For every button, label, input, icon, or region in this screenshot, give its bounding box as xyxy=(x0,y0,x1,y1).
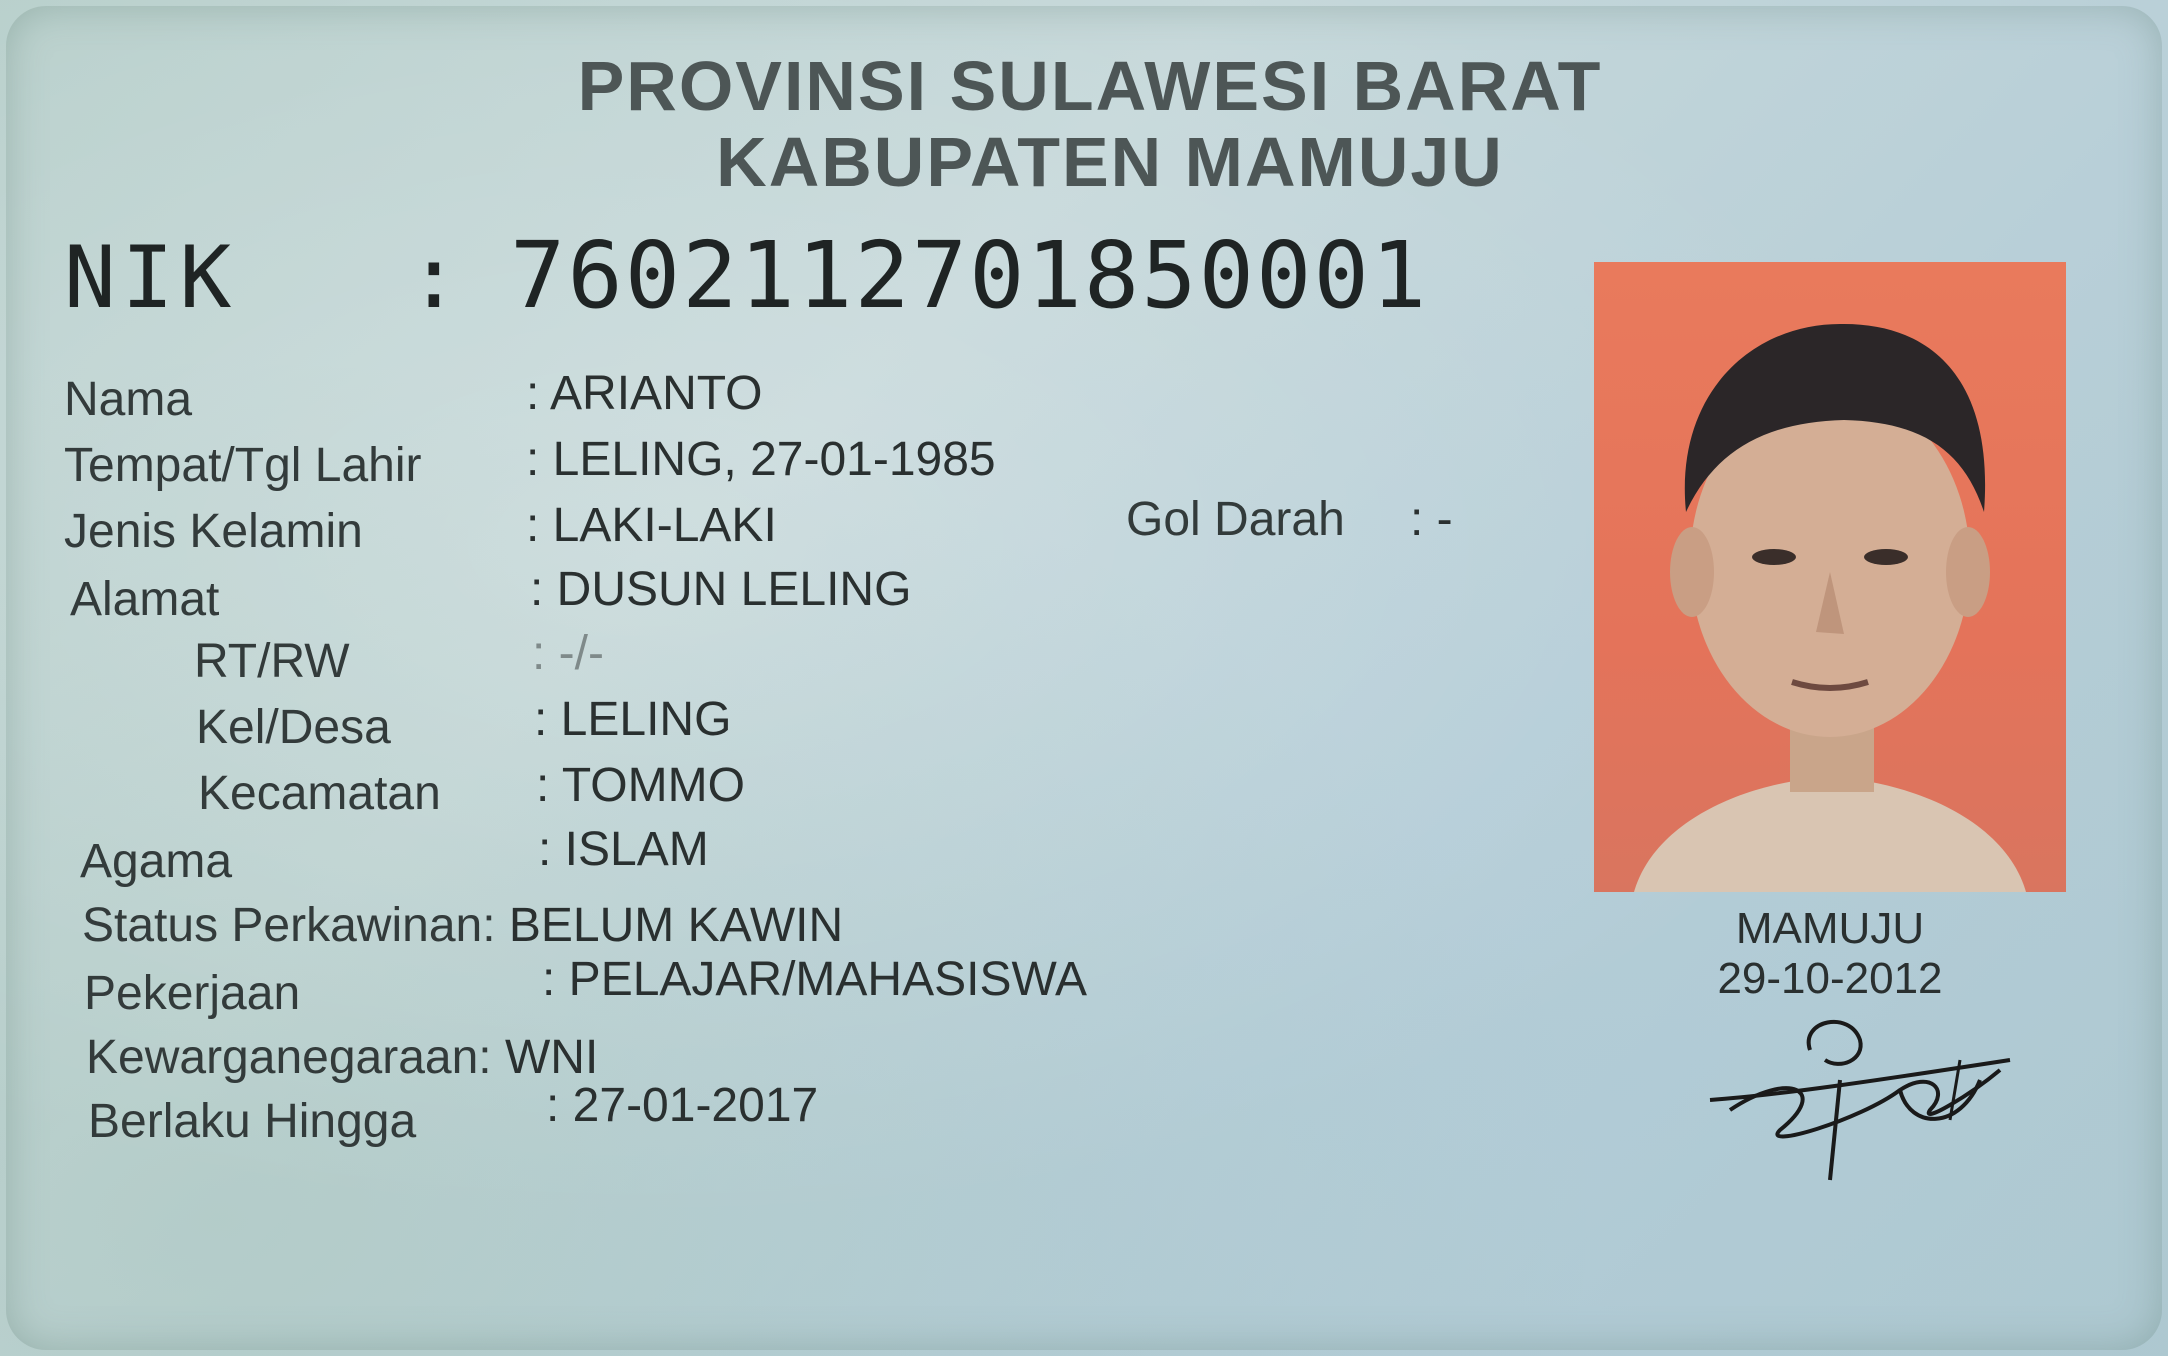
alamat-row: : DUSUN LELING xyxy=(530,563,912,616)
alamat-value: DUSUN LELING xyxy=(556,563,912,616)
jenis-kelamin-row: : LAKI-LAKI xyxy=(526,499,777,552)
kewarganegaraan-value: WNI xyxy=(504,1031,599,1084)
agama-row: : ISLAM xyxy=(538,823,709,876)
status-perkawinan-label-text: Status Perkawinan xyxy=(82,899,483,952)
pekerjaan-label: Pekerjaan xyxy=(84,967,301,1020)
rt-rw-label: RT/RW xyxy=(194,635,350,688)
agama-value: ISLAM xyxy=(564,823,709,876)
gol-darah-row: : - xyxy=(1410,493,1453,546)
tempat-tgl-lahir-value: LELING, 27-01-1985 xyxy=(552,433,996,486)
alamat-label: Alamat xyxy=(70,573,220,626)
nama-value-row: : ARIANTO xyxy=(526,367,763,420)
pekerjaan-value: PELAJAR/MAHASISWA xyxy=(568,953,1088,1006)
tempat-tgl-lahir-row: : LELING, 27-01-1985 xyxy=(526,433,996,486)
holder-photo xyxy=(1594,262,2066,892)
nik-value: 7602112701850001 xyxy=(510,222,1429,329)
kecamatan-row: : TOMMO xyxy=(536,759,745,812)
nik-label: NIK xyxy=(64,228,238,328)
berlaku-hingga-value: 27-01-2017 xyxy=(572,1079,819,1132)
berlaku-hingga-row: : 27-01-2017 xyxy=(546,1079,819,1132)
issue-place: MAMUJU xyxy=(1735,904,1925,953)
kel-desa-label: Kel/Desa xyxy=(196,701,391,754)
issue-date: 29-10-2012 xyxy=(1717,954,1943,1003)
status-perkawinan-value: BELUM KAWIN xyxy=(508,899,844,952)
jenis-kelamin-value: LAKI-LAKI xyxy=(552,499,777,552)
pekerjaan-row: : PELAJAR/MAHASISWA xyxy=(542,953,1088,1006)
agama-label: Agama xyxy=(80,835,233,888)
nama-value: ARIANTO xyxy=(550,367,763,420)
rt-rw-value: -/- xyxy=(558,627,604,680)
jenis-kelamin-label: Jenis Kelamin xyxy=(64,505,363,558)
portrait-illustration xyxy=(1594,262,2066,892)
nama-label: Nama xyxy=(64,373,193,426)
kecamatan-value: TOMMO xyxy=(561,759,745,812)
province-title: PROVINSI SULAWESI BARAT xyxy=(577,47,1603,125)
gol-darah-value: - xyxy=(1436,493,1453,546)
kel-desa-row: : LELING xyxy=(534,693,732,746)
status-perkawinan-label: Status Perkawinan: BELUM KAWIN xyxy=(82,899,844,952)
kel-desa-value: LELING xyxy=(560,693,732,746)
tempat-tgl-lahir-label: Tempat/Tgl Lahir xyxy=(64,439,422,492)
kewarganegaraan-label: Kewarganegaraan: WNI xyxy=(86,1031,599,1084)
berlaku-hingga-label: Berlaku Hingga xyxy=(88,1095,417,1148)
kecamatan-label: Kecamatan xyxy=(198,767,441,820)
nik-colon: : xyxy=(408,228,460,328)
signature xyxy=(1700,1000,2030,1190)
gol-darah-label: Gol Darah xyxy=(1126,493,1345,546)
regency-title: KABUPATEN MAMUJU xyxy=(716,123,1504,201)
rt-rw-row: : -/- xyxy=(532,627,604,680)
kewarganegaraan-label-text: Kewarganegaraan xyxy=(86,1031,479,1084)
